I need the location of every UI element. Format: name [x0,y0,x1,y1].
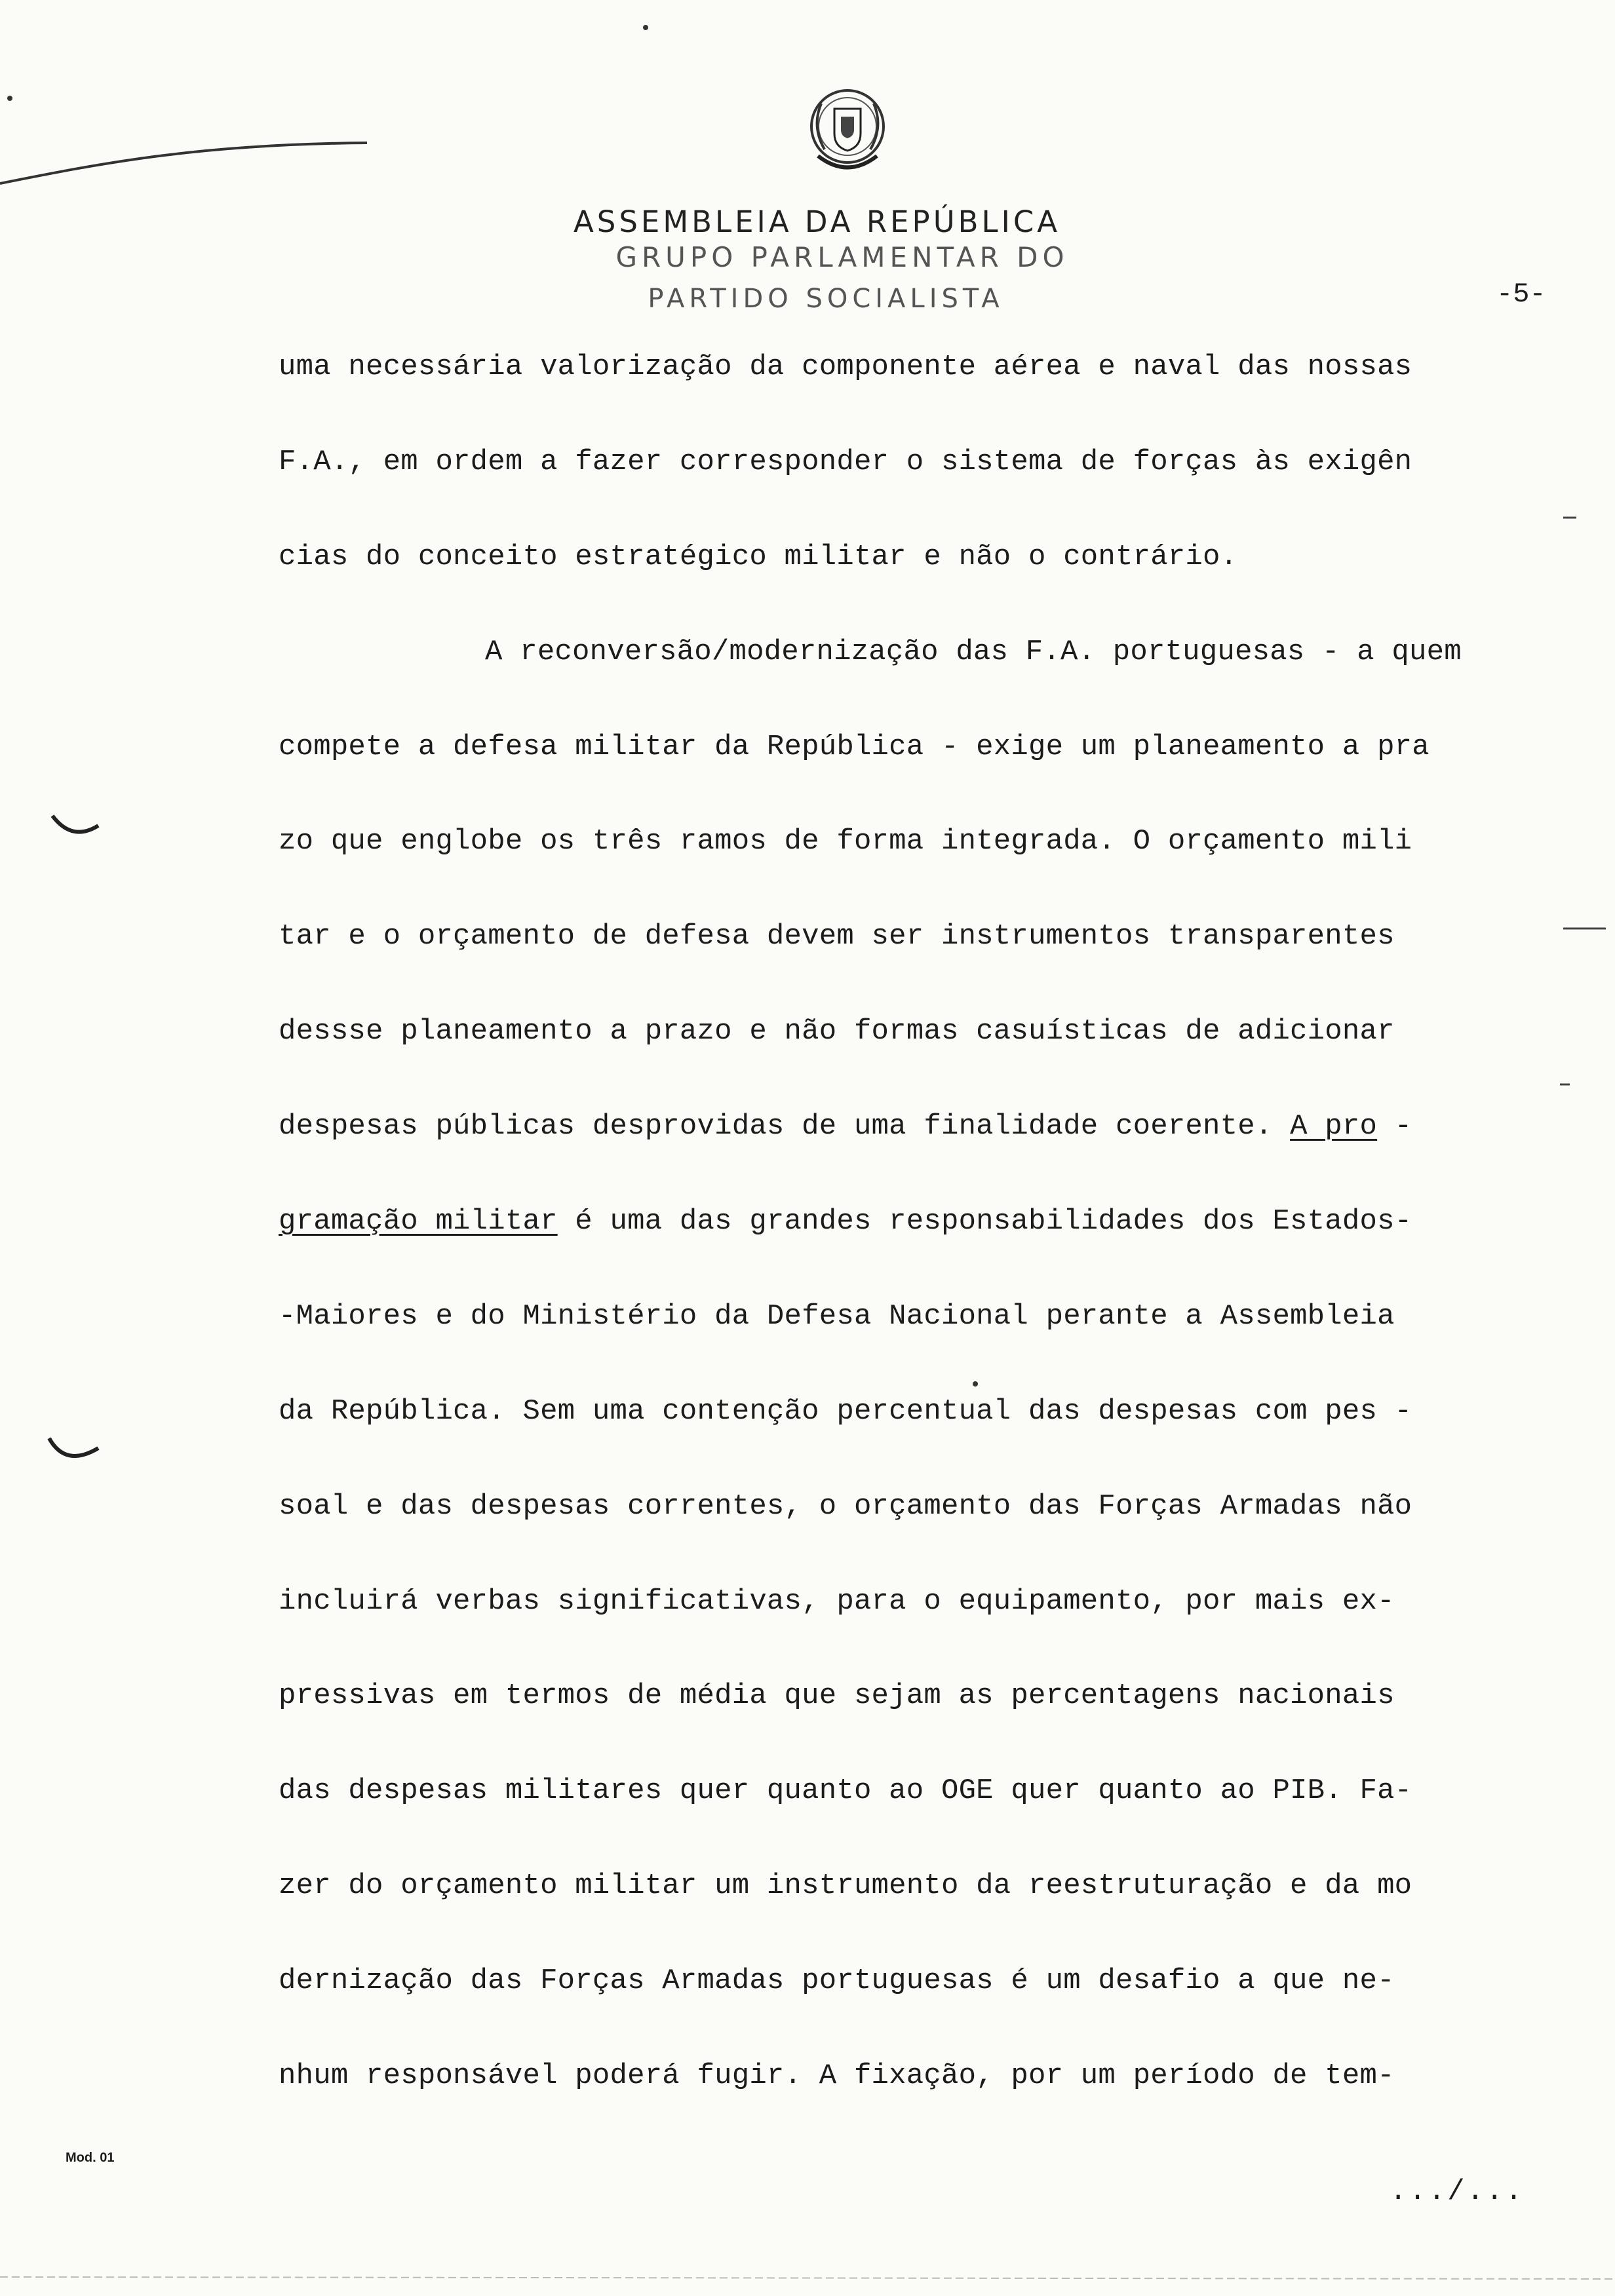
text-line: dessse planeamento a prazo e não formas casuísticas de adicionar [279,1015,1395,1048]
text-line: pressivas em termos de média que sejam as percentagens nacionais [279,1679,1395,1713]
header-party: PARTIDO SOCIALISTA [648,284,1004,314]
header-title: ASSEMBLEIA DA REPÚBLICA [574,204,1061,239]
form-code: Mod. 01 [66,2151,115,2165]
text-line: incluirá verbas significativas, para o equipamento, por mais ex- [279,1584,1395,1618]
text-line [279,1189,1557,1284]
continuation-mark: .../... [1390,2175,1525,2208]
text-line [279,1094,1557,1189]
text-line: dernização das Forças Armadas portuguesas é um desafio a que ne- [279,1964,1395,1998]
text-line: das despesas militares quer quanto ao OGE quer quanto ao PIB. Fa- [279,1774,1412,1808]
text-line: cias do conceito estratégico militar e não o contrário. [279,540,1238,573]
text-line: -Maiores e do Ministério da Defesa Nacional perante a Assembleia [279,1299,1395,1333]
body-text [279,334,1557,2138]
text-line: da República. Sem uma contenção percentual das despesas com pes - [279,1394,1412,1428]
text-line: A reconversão/modernização das F.A. portuguesas - a quem [485,635,1462,668]
text-line: zo que englobe os três ramos de forma integrada. O orçamento mili [279,825,1412,858]
text-line: uma necessária valorização da componente aérea e naval das nossas [279,351,1412,383]
page-number: -5- [1496,278,1546,310]
text-line: soal e das despesas correntes, o orçamento das Forças Armadas não [279,1489,1412,1523]
text-segment: é uma das grandes responsabilidades dos Estados- [557,1205,1412,1238]
text-segment: - [1377,1110,1412,1143]
text-segment: despesas públicas desprovidas de uma finalidade coerente. [279,1110,1291,1143]
text-line: F.A., em ordem a fazer corresponder o sistema de forças às exigên [279,445,1412,478]
text-line: zer do orçamento militar um instrumento da reestruturação e da mo [279,1869,1412,1903]
text-line: compete a defesa militar da República - exige um planeamento a pra [279,730,1430,763]
text-line: nhum responsável poderá fugir. A fixação, por um período de tem- [279,2059,1395,2093]
underlined-text: A pro [1290,1110,1378,1143]
header-subtitle: GRUPO PARLAMENTAR DO [615,241,1069,273]
coat-of-arms-icon [798,77,897,195]
text-line: tar e o orçamento de defesa devem ser instrumentos transparentes [279,920,1395,953]
underlined-text: gramação militar [279,1205,558,1238]
